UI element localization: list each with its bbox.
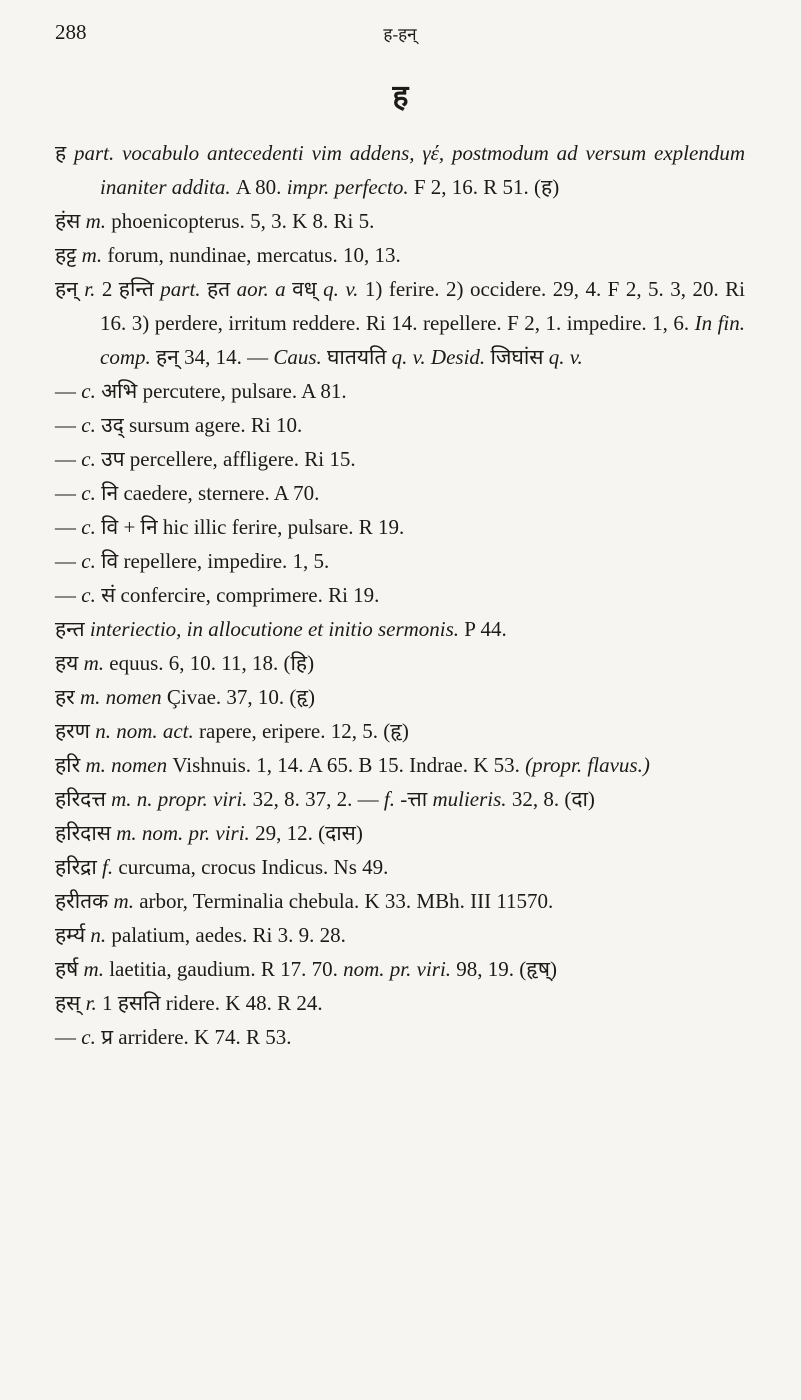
- latin-text: Vishnuis. 1, 14. A 65. B 15. Indrae. K 53.: [172, 753, 526, 777]
- page-number: 288: [55, 20, 87, 44]
- sub-entry: [55, 442, 745, 476]
- devanagari-text: हर्म्य: [55, 923, 86, 947]
- devanagari-text: हरिदास: [55, 821, 111, 845]
- latin-text: A 80.: [235, 175, 287, 199]
- devanagari-text: ह: [541, 175, 553, 199]
- latin-text: rapere, eripere. 12, 5. (: [199, 719, 391, 743]
- running-head: ह-हन्: [383, 25, 417, 44]
- latin-label: c.: [81, 481, 102, 505]
- devanagari-text: प्र: [101, 1025, 114, 1049]
- devanagari-text: घातयति: [327, 345, 387, 369]
- latin-label: part.: [153, 277, 208, 301]
- latin-text: equus. 6, 10. 11, 18. (: [109, 651, 291, 675]
- dictionary-entry: [55, 238, 745, 272]
- latin-text: P 44.: [464, 617, 507, 641]
- latin-text: curcuma, crocus Indicus. Ns 49.: [118, 855, 389, 879]
- devanagari-text: हृ: [296, 685, 308, 709]
- sub-entry: [55, 476, 745, 510]
- latin-label: m. n. propr. viri.: [105, 787, 253, 811]
- devanagari-text: हृष्: [526, 957, 550, 981]
- latin-text: phoenicopterus. 5, 3. K 8. Ri 5.: [111, 209, 375, 233]
- devanagari-text: अभि: [101, 379, 138, 403]
- devanagari-text: हस्: [55, 991, 81, 1015]
- devanagari-text: हरण: [55, 719, 90, 743]
- latin-label: m.: [80, 209, 112, 233]
- latin-label: q. v. Desid.: [386, 345, 491, 369]
- latin-label: m.: [78, 957, 110, 981]
- latin-label: mulieris.: [427, 787, 512, 811]
- latin-label: c.: [81, 583, 102, 607]
- latin-label: (propr. flavus.): [525, 753, 650, 777]
- devanagari-text: वि: [101, 549, 119, 573]
- latin-label: c.: [81, 515, 102, 539]
- devanagari-text: हरिदत्त: [55, 787, 106, 811]
- dictionary-entry: [55, 204, 745, 238]
- latin-label: c.: [81, 1025, 102, 1049]
- dictionary-entry: [55, 816, 745, 850]
- devanagari-text: हत: [207, 277, 231, 301]
- latin-label: m.: [76, 243, 108, 267]
- latin-label: nom. pr. viri.: [343, 957, 457, 981]
- latin-text: ): [307, 651, 315, 675]
- dictionary-entry: [55, 782, 745, 816]
- devanagari-text: वि + नि: [101, 515, 158, 539]
- latin-label: c.: [81, 447, 102, 471]
- dictionary-entry: [55, 850, 745, 884]
- latin-text: —: [55, 379, 82, 403]
- devanagari-text: हरिद्रा: [55, 855, 97, 879]
- latin-text: ridere. K 48. R 24.: [160, 991, 323, 1015]
- latin-text: ): [355, 821, 363, 845]
- latin-text: 32, 8. 37, 2. —: [252, 787, 384, 811]
- latin-label: aor. a: [230, 277, 293, 301]
- devanagari-text: दास: [325, 821, 356, 845]
- dictionary-entry: [55, 646, 745, 680]
- latin-label: c.: [81, 379, 102, 403]
- latin-text: —: [55, 481, 82, 505]
- sub-entry: [55, 408, 745, 442]
- devanagari-text: हन्त: [55, 617, 85, 641]
- devanagari-text: जिघांस: [490, 345, 544, 369]
- devanagari-text: ह: [55, 141, 67, 165]
- latin-text: —: [55, 1025, 82, 1049]
- devanagari-text: हन्ति: [118, 277, 154, 301]
- latin-text: 32, 8. (: [511, 787, 572, 811]
- latin-text: percellere, affligere. Ri 15.: [124, 447, 356, 471]
- latin-label: part. vocabulo antecedenti vim addens, γέ, postmodum ad versum explendum inaniter addita.: [66, 141, 745, 199]
- latin-text: 2: [101, 277, 119, 301]
- latin-text: —: [55, 549, 82, 573]
- latin-text: 1: [101, 991, 118, 1015]
- sub-entry: [55, 1020, 745, 1054]
- latin-text: caedere, sternere. A 70.: [118, 481, 320, 505]
- latin-label: interiectio, in allocutione et initio sermonis.: [84, 617, 465, 641]
- latin-label: r.: [77, 277, 102, 301]
- entries: [55, 136, 745, 1054]
- devanagari-text: -त्ता: [400, 787, 428, 811]
- latin-text: forum, nundinae, mercatus. 10, 13.: [107, 243, 401, 267]
- latin-label: f.: [383, 787, 401, 811]
- dictionary-entry: [55, 918, 745, 952]
- dictionary-entry: [55, 952, 745, 986]
- dictionary-entry: [55, 272, 745, 374]
- dictionary-entry: [55, 136, 745, 204]
- devanagari-text: हन्: [55, 277, 78, 301]
- latin-text: repellere, impedire. 1, 5.: [118, 549, 330, 573]
- latin-label: m. nomen: [74, 685, 167, 709]
- latin-label: c.: [81, 413, 102, 437]
- devanagari-text: सं: [101, 583, 116, 607]
- latin-text: percutere, pulsare. A 81.: [137, 379, 347, 403]
- devanagari-text: हरि: [55, 753, 81, 777]
- latin-text: 34, 14. —: [178, 345, 274, 369]
- latin-label: m. nom. pr. viri.: [110, 821, 256, 845]
- latin-label: f.: [96, 855, 119, 879]
- latin-text: ): [587, 787, 595, 811]
- latin-text: palatium, aedes. Ri 3. 9. 28.: [111, 923, 346, 947]
- latin-text: 1) ferire. 2) occidere. 29, 4. F 2, 5. 3, 20. Ri 16. 3) perdere, irritum reddere. Ri 14. repellere. F 2, 1. impedire. 1, 6.: [100, 277, 746, 335]
- devanagari-text: हर्ष: [55, 957, 79, 981]
- devanagari-text: हय: [55, 651, 79, 675]
- latin-text: —: [55, 447, 82, 471]
- dictionary-entry: [55, 612, 745, 646]
- latin-text: ): [401, 719, 409, 743]
- latin-label: m.: [108, 889, 140, 913]
- page-header: [55, 20, 745, 50]
- devanagari-text: हसति: [117, 991, 161, 1015]
- latin-text: —: [55, 515, 82, 539]
- devanagari-text: हि: [290, 651, 308, 675]
- devanagari-text: नि: [101, 481, 119, 505]
- latin-text: ): [307, 685, 315, 709]
- devanagari-text: हट्ट: [55, 243, 77, 267]
- latin-label: Caus.: [273, 345, 327, 369]
- latin-label: q. v.: [543, 345, 583, 369]
- latin-label: m.: [78, 651, 110, 675]
- devanagari-text: वध्: [292, 277, 317, 301]
- latin-label: c.: [81, 549, 102, 573]
- devanagari-text: हर: [55, 685, 75, 709]
- dictionary-entry: [55, 680, 745, 714]
- latin-label: impr. perfecto.: [286, 175, 414, 199]
- latin-label: n.: [85, 923, 112, 947]
- devanagari-text: उद्: [101, 413, 124, 437]
- latin-text: hic illic ferire, pulsare. R 19.: [157, 515, 405, 539]
- devanagari-text: उप: [101, 447, 125, 471]
- latin-text: arridere. K 74. R 53.: [113, 1025, 292, 1049]
- latin-text: ): [552, 175, 560, 199]
- latin-text: 98, 19. (: [456, 957, 527, 981]
- latin-label: r.: [80, 991, 102, 1015]
- sub-entry: [55, 510, 745, 544]
- devanagari-text: हन्: [156, 345, 179, 369]
- dictionary-entry: [55, 748, 745, 782]
- devanagari-text: हृ: [390, 719, 402, 743]
- latin-text: arbor, Terminalia chebula. K 33. MBh. III 11570.: [139, 889, 554, 913]
- section-letter: ह: [392, 80, 409, 113]
- latin-label: n. nom. act.: [89, 719, 200, 743]
- latin-text: ): [550, 957, 557, 981]
- dictionary-entry: [55, 714, 745, 748]
- latin-text: —: [55, 413, 82, 437]
- latin-text: F 2, 16. R 51. (: [413, 175, 542, 199]
- devanagari-text: हरीतक: [55, 889, 109, 913]
- dictionary-entry: [55, 884, 745, 918]
- latin-label: In fin. comp.: [100, 311, 745, 369]
- latin-text: —: [55, 583, 82, 607]
- latin-text: confercire, comprimere. Ri 19.: [115, 583, 380, 607]
- devanagari-text: हंस: [55, 209, 81, 233]
- sub-entry: [55, 578, 745, 612]
- dictionary-entry: [55, 986, 745, 1020]
- latin-text: laetitia, gaudium. R 17. 70.: [109, 957, 344, 981]
- latin-text: 29, 12. (: [255, 821, 326, 845]
- latin-text: sursum agere. Ri 10.: [123, 413, 303, 437]
- latin-text: Çivae. 37, 10. (: [166, 685, 297, 709]
- latin-label: q. v.: [316, 277, 365, 301]
- sub-entry: [55, 374, 745, 408]
- latin-label: m. nomen: [80, 753, 173, 777]
- devanagari-text: दा: [571, 787, 588, 811]
- sub-entry: [55, 544, 745, 578]
